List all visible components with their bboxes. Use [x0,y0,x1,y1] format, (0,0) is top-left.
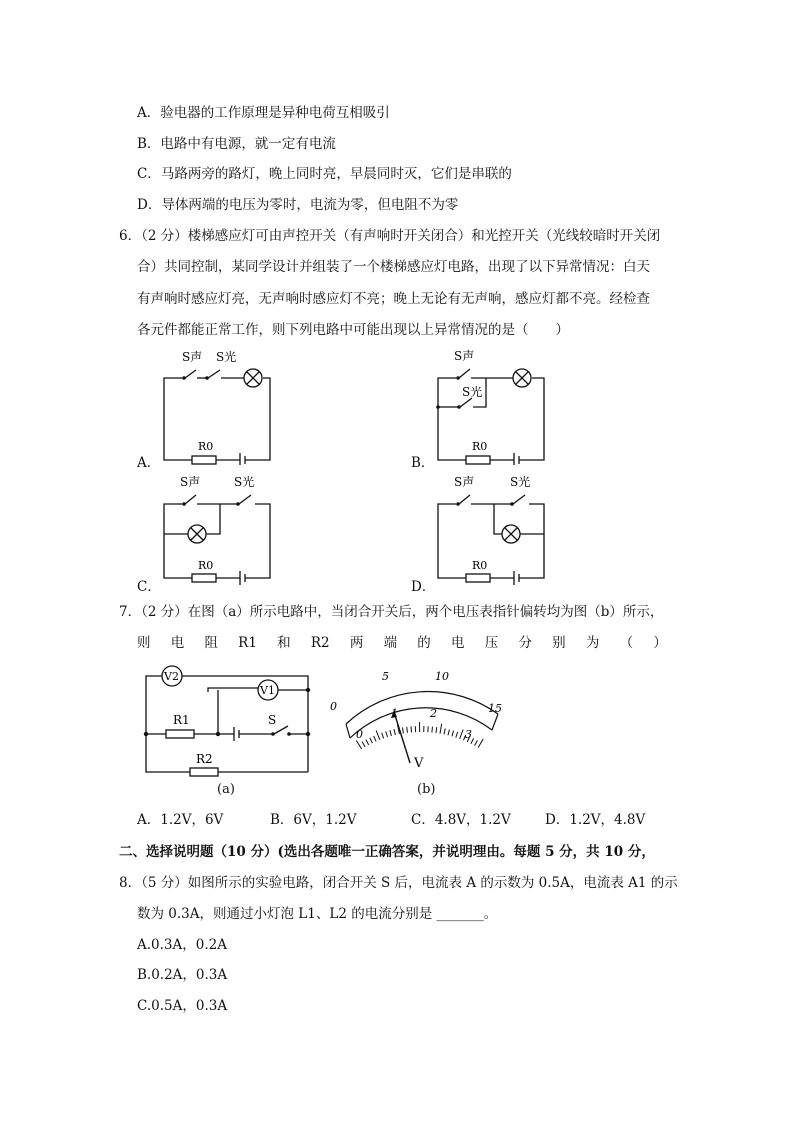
fig-b-label: (b) [417,782,436,797]
dial-tick [366,740,369,745]
q6-stem-line-4: 各元件都能正常工作，则下列电路中可能出现以上异常情况的是（ ） [137,322,569,338]
q8-option-b: B.0.2A，0.3A [137,967,228,983]
dial-tick [386,731,388,737]
q6-circuit-c [150,470,280,590]
section-2-heading: 二、选择说明题（10 分）(选出各题唯一正确答案，并说明理由。每题 5 分，共 10 分， [119,844,655,860]
r0-label: R0 [472,559,488,572]
q5-option-c: C．马路两旁的路灯，晚上同时亮，早晨同时灭，它们是串联的 [137,166,512,182]
s-light-label: S光 [510,475,531,489]
dial-tick [444,729,445,735]
s-light-label: S光 [462,385,483,399]
dial-tick [362,742,365,747]
dial-tick [356,741,361,749]
r0-label: R0 [472,440,488,453]
q7-option-d: D．1.2V，4.8V [545,812,646,828]
dial-tick [390,730,392,736]
dial-tick [376,731,380,740]
s-sound-label: S声 [454,475,475,489]
meter-bottom-0: 0 [356,728,363,741]
s-label: S [268,713,277,727]
q8-option-a: A.0.3A，0.2A [137,937,227,953]
dial-tick [394,729,395,735]
q6-label-b: B． [411,455,435,471]
q6-stem-line-1: 6．（2 分）楼梯感应灯可由声控开关（有声响时开关闭合）和光控开关（光线较暗时开关闭 [119,228,661,244]
q6-label-c: C． [137,579,161,595]
dial-tick [448,729,449,735]
s-sound-label: S声 [182,350,203,364]
q7-option-b: B．6V，1.2V [270,812,357,828]
dial-tick [452,731,454,737]
meter-bottom-3: 3 [465,728,472,741]
q6-circuit-a [150,345,280,465]
dial-tick [374,736,376,741]
q5-option-d: D．导体两端的电压为零时，电流为零，但电阻不为零 [137,197,459,213]
s-light-label: S光 [216,350,237,364]
q5-option-b: B．电路中有电源，就一定有电流 [137,136,336,152]
s-sound-label: S声 [180,475,201,489]
meter-bottom-2: 2 [430,707,437,720]
q8-stem-line-1: 8．（5 分）如图所示的实验电路，闭合开关 S 后，电流表 A 的示数为 0.5A，电流表 A1 的示 [119,875,678,891]
q8-option-c: C.0.5A，0.3A [137,998,228,1014]
dial-tick [432,727,433,733]
dial-tick [436,727,437,733]
dial-tick [475,740,478,745]
dial-tick [478,739,483,748]
q6-label-a: A． [137,455,161,471]
q7-option-c: C．4.8V，1.2V [411,812,511,828]
r0-label: R0 [198,559,214,572]
r1-label: R1 [173,713,190,727]
q6-circuit-d [424,470,554,590]
q7-stem-line-2: 则 电 阻 R1 和 R2 两 端 的 电 压 分 别 为 （ ） [137,635,667,651]
q6-stem-line-3: 有声响时感应灯亮，无声响时感应灯不亮；晚上无论有无声响，感应灯都不亮。经检查 [137,291,650,307]
meter-top-10: 10 [435,670,449,683]
q6-circuit-b [424,345,554,465]
meter-top-15: 15 [488,702,502,715]
dial-tick [440,724,442,734]
dial-tick [370,738,373,743]
q6-label-d: D． [411,579,436,595]
meter-top-5: 5 [382,670,389,683]
q7-option-a: A．1.2V，6V [137,812,224,828]
r2-label: R2 [196,752,213,766]
r0-label: R0 [198,440,214,453]
v1-label: V1 [260,684,275,697]
dial-tick [460,730,463,739]
q7-stem-line-1: 7．（2 分）在图（a）所示电路中，当闭合开关后，两个电压表指针偏转均为图（b）所示， [119,604,664,620]
dial-tick [411,726,412,732]
q6-stem-line-2: 合）共同控制，某同学设计并组装了一个楼梯感应灯电路，出现了以下异常情况：白天 [137,259,650,275]
s-sound-label: S声 [454,349,475,363]
meter-v-label: V [414,756,424,771]
q5-option-a: A．验电器的工作原理是异种电荷互相吸引 [137,105,390,121]
meter-top-0: 0 [330,700,337,713]
q7-voltmeter-dial [320,660,520,775]
dial-tick [456,732,458,738]
meter-bottom-1: 1 [391,707,398,720]
v2-label: V2 [164,670,179,683]
fig-a-label: (a) [217,782,235,797]
dial-tick [402,727,403,733]
dial-tick [407,727,408,733]
dial-tick [382,733,384,739]
s-light-label: S光 [234,475,255,489]
q8-stem-line-2: 数为 0.3A，则通过小灯泡 L1、L2 的电流分别是 _______。 [137,906,498,922]
